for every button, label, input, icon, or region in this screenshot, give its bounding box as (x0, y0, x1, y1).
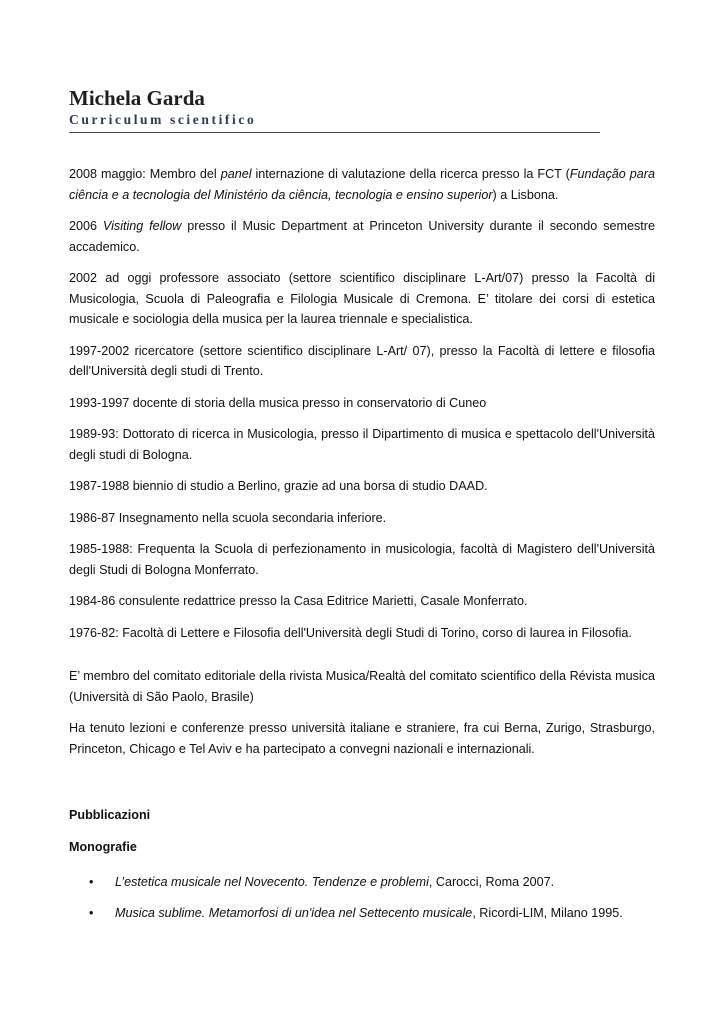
career-entry: 2006 Visiting fellow presso il Music Department at Princeton University durante il secondo semestre accademico. (69, 219, 655, 254)
career-entries (69, 164, 655, 654)
title-divider (69, 132, 600, 133)
monographs-heading: Monografie (69, 840, 137, 854)
career-entry: 1993-1997 docente di storia della musica presso in conservatorio di Cuneo (69, 395, 487, 410)
publications-heading: Pubblicazioni (69, 808, 151, 822)
bullet-icon: • (89, 906, 94, 920)
career-entry: 1986-87 Insegnamento nella scuola secondaria inferiore. (69, 510, 387, 525)
career-entry: 1976-82: Facoltà di Lettere e Filosofia dell'Università degli Studi di Torino, corso di laurea in Filosofia. (69, 625, 632, 640)
career-entry: 2002 ad oggi professore associato (settore scientifico disciplinare L-Art/07) presso la Facoltà di Musicologia, Scuola di Paleografia e Filologia Musicale di Cremona. E’ titolare dei corsi di estetica musicale e sociologia della musica per la laurea triennale e specialistica. (69, 271, 655, 326)
activities-section (69, 666, 655, 770)
bullet-icon: • (89, 875, 94, 889)
career-entry: 1984-86 consulente redattrice presso la Casa Editrice Marietti, Casale Monferrato. (69, 594, 528, 608)
book-publisher: , Ricordi-LIM, Milano 1995. (472, 906, 623, 920)
editorial-membership-paragraph: E’ membro del comitato editoriale della rivista Musica/Realtà del comitato scientifico della Révista musica (Università di São Paolo, Brasile) (69, 669, 655, 704)
author-name: Michela Garda (69, 86, 205, 110)
book-publisher: , Carocci, Roma 2007. (428, 875, 555, 889)
list-item (69, 872, 655, 892)
book-title: L’estetica musicale nel Novecento. Tendenze e problemi (115, 875, 429, 889)
career-entry: 1997-2002 ricercatore (settore scientifico disciplinare L-Art/ 07), presso la Facoltà di lettere e filosofia dell'Università degli studi di Trento. (69, 343, 655, 378)
document-subtitle: Curriculum scientifico (69, 112, 257, 127)
book-title: Musica sublime. Metamorfosi di un'idea nel Settecento musicale (115, 906, 473, 920)
monographs-list (69, 872, 655, 934)
career-entry: 1985-1988: Frequenta la Scuola di perfezionamento in musicologia, facoltà di Magistero dell'Università degli Studi di Bologna Monferrato. (69, 542, 655, 577)
career-entry: 2008 maggio: Membro del panel internazione di valutazione della ricerca presso la FCT (Fundação para ciência e a tecnologia del Ministério da ciência, tecnologia e ensino superior) a Lisbona. (69, 167, 655, 202)
lectures-paragraph: Ha tenuto lezioni e conferenze presso università italiane e straniere, fra cui Berna, Zurigo, Strasburgo, Princeton, Chicago e Tel Aviv e ha partecipato a convegni nazionali e internazionali. (69, 721, 655, 756)
career-entry: 1989-93: Dottorato di ricerca in Musicologia, presso il Dipartimento di musica e spettacolo dell'Università degli studi di Bologna. (69, 427, 655, 462)
career-entry: 1987-1988 biennio di studio a Berlino, grazie ad una borsa di studio DAAD. (69, 479, 488, 493)
list-item (69, 903, 655, 923)
